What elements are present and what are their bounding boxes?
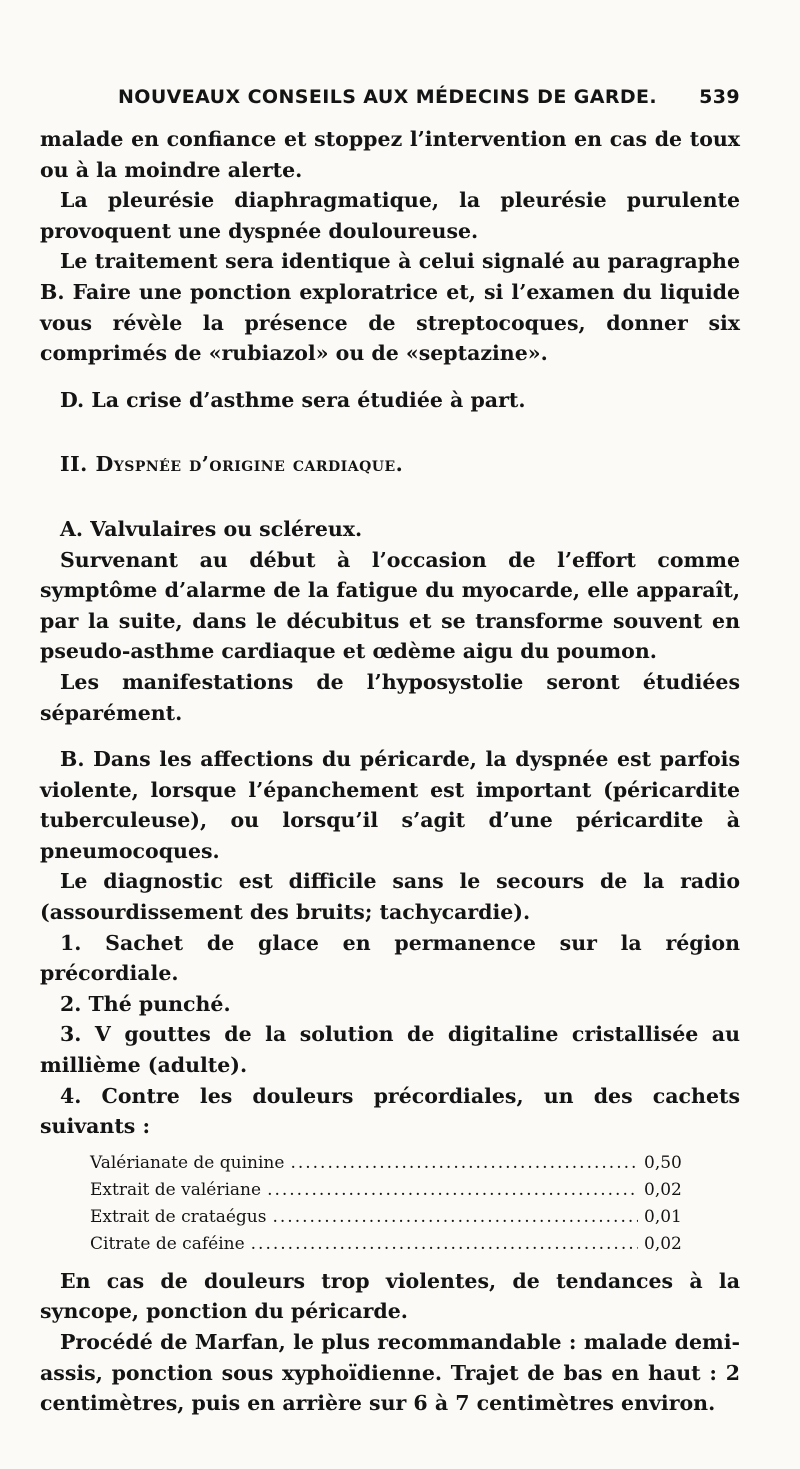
running-title: NOUVEAUX CONSEILS AUX MÉDECINS DE GARDE. [118, 86, 658, 108]
ingredient-dose: 0,02 [644, 1233, 682, 1254]
section-heading: II. Dyspnée d’origine cardiaque. [60, 452, 404, 477]
ingredient-dose: 0,50 [644, 1152, 682, 1173]
list-item: 3. V gouttes de la solution de digitaline cristallisée au millième (adulte). [40, 1022, 740, 1078]
paragraph: Les manifestations de l’hyposystolie seront étudiées séparément. [40, 669, 740, 725]
ingredient-name: Extrait de crataégus [90, 1206, 267, 1227]
list-item: 2. Thé punché. [60, 991, 231, 1016]
paragraph: Le traitement sera identique à celui signalé au paragraphe B. Faire une ponction exploratrice et, si l’examen du liquide vous révèle la présence de streptocoques, donner six comprimés de «rubiazol» ou de «septazine». [40, 249, 740, 366]
subsection-heading-a: A. Valvulaires ou scléreux. [60, 516, 363, 541]
prescription-row [90, 1231, 698, 1258]
prescription-row [90, 1150, 698, 1177]
ingredient-dose: 0,02 [644, 1179, 682, 1200]
paragraph-b: B. Dans les affections du péricarde, la dyspnée est parfois violente, lorsque l’épanchement est important (péricardite tuberculeuse), ou lorsqu’il s’agit d’une péricardite à pneumocoques. [40, 747, 740, 863]
paragraph: En cas de douleurs trop violentes, de tendances à la syncope, ponction du péricarde. [40, 1268, 740, 1324]
dot-leader [267, 1177, 638, 1204]
ingredient-name: Citrate de caféine [90, 1233, 245, 1254]
page-number: 539 [699, 86, 740, 108]
dot-leader [251, 1231, 638, 1258]
running-header [118, 86, 740, 116]
paragraph-d: D. La crise d’asthme sera étudiée à part. [60, 387, 526, 412]
page-body [40, 124, 740, 1419]
ingredient-dose: 0,01 [644, 1206, 682, 1227]
list-item: 1. Sachet de glace en permanence sur la région précordiale. [40, 930, 740, 986]
paragraph: Le diagnostic est difficile sans le secours de la radio (assourdissement des bruits; tachycardie). [40, 869, 740, 925]
ingredient-name: Valérianate de quinine [90, 1152, 285, 1173]
ingredient-name: Extrait de valériane [90, 1179, 262, 1200]
prescription-row [90, 1177, 698, 1204]
paragraph: malade en confiance et stoppez l’intervention en cas de toux ou à la moindre alerte. [40, 127, 740, 182]
dot-leader [272, 1204, 638, 1231]
prescription-row [90, 1204, 698, 1231]
paragraph: Survenant au début à l’occasion de l’effort comme symptôme d’alarme de la fatigue du myocarde, elle apparaît, par la suite, dans le décubitus et se transforme souvent en pseudo-asthme cardiaque et œdème aigu du poumon. [40, 547, 740, 664]
dot-leader [290, 1150, 638, 1177]
paragraph: Procédé de Marfan, le plus recommandable : malade demi-assis, ponction sous xyphoïdienne. Trajet de bas en haut : 2 centimètres, puis en arrière sur 6 à 7 centimètres environ. [40, 1330, 740, 1416]
prescription-table [90, 1150, 698, 1258]
list-item: 4. Contre les douleurs précordiales, un des cachets suivants : [40, 1083, 740, 1139]
paragraph: La pleurésie diaphragmatique, la pleurésie purulente provoquent une dyspnée douloureuse. [40, 188, 740, 243]
